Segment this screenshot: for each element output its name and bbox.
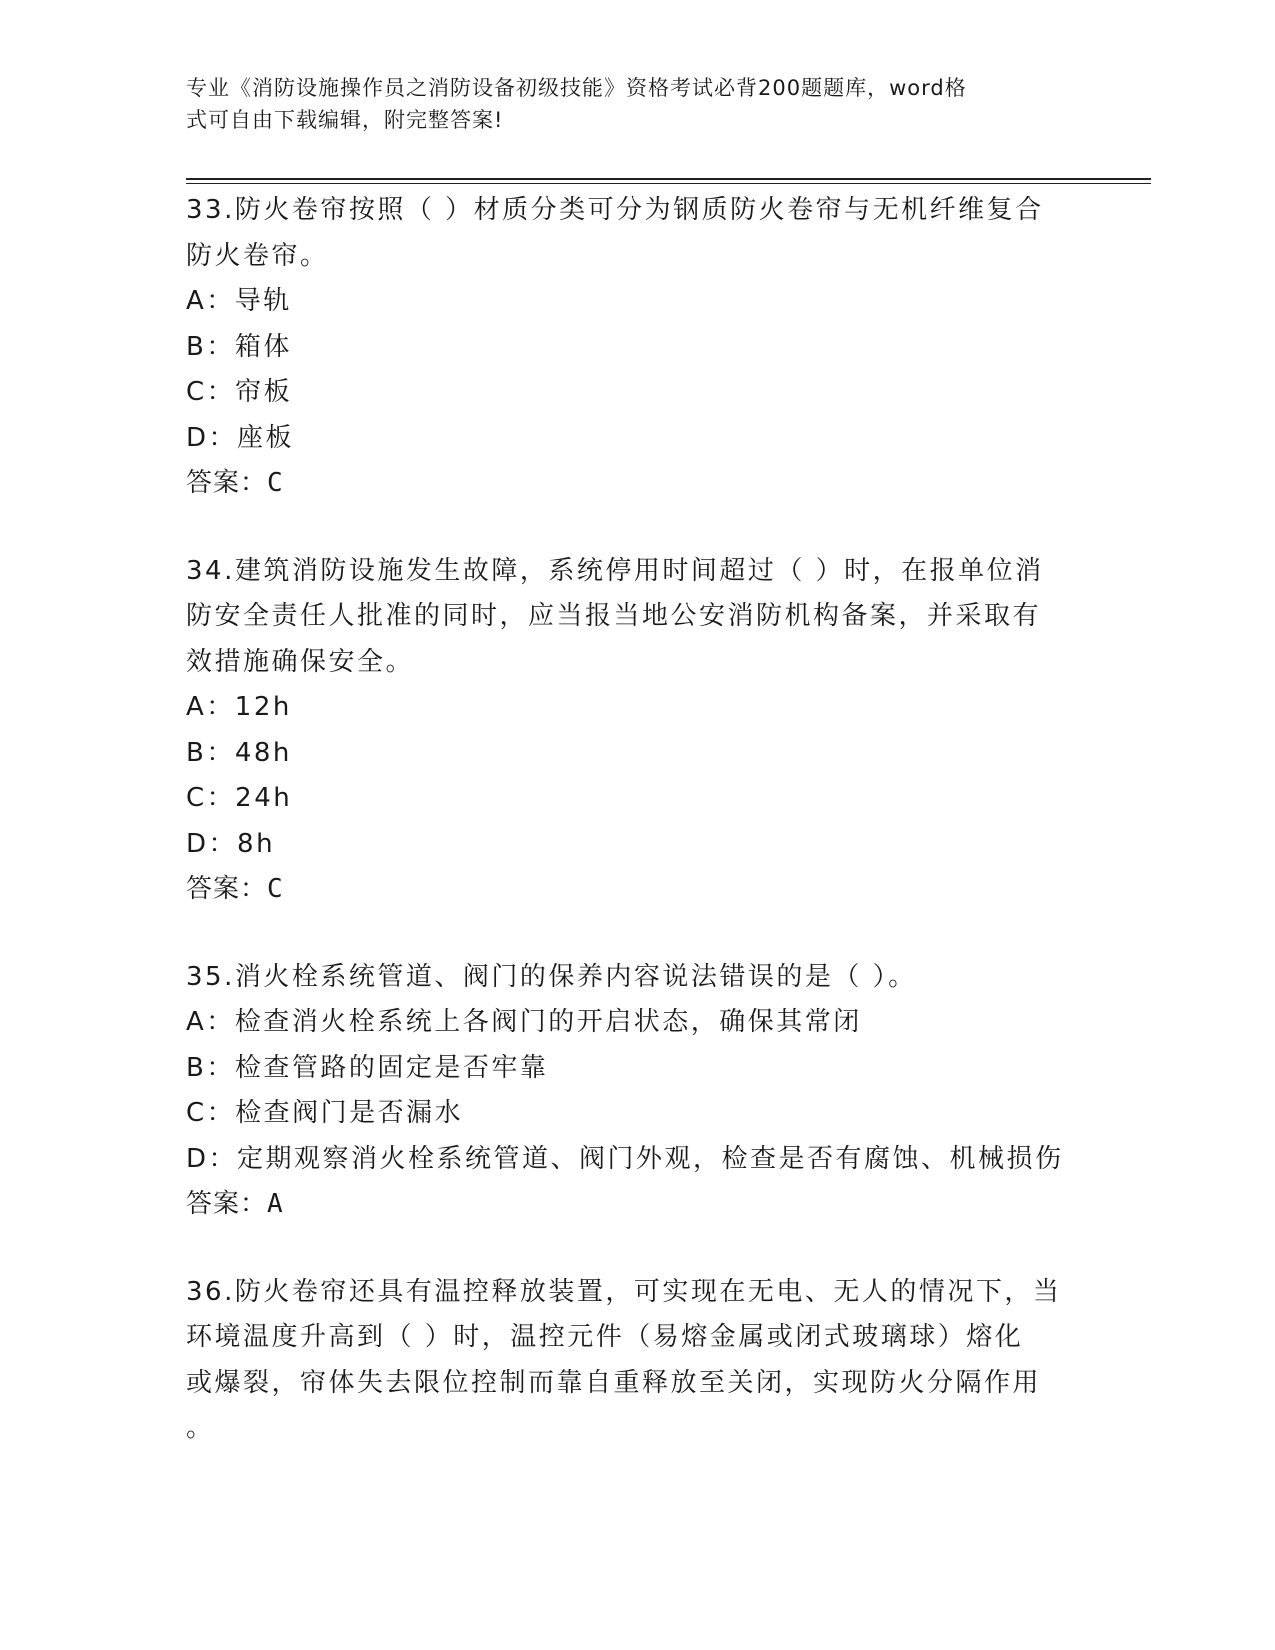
- question-stem: [186, 1270, 1086, 1452]
- question-36: [186, 1270, 1086, 1452]
- option-a: A：12h: [186, 692, 292, 722]
- option-b: B：检查管路的固定是否牢靠: [186, 1052, 549, 1083]
- question-33: [186, 188, 1086, 507]
- option-b: B：箱体: [186, 331, 292, 362]
- stem-line: 33.防火卷帘按照（ ）材质分类可分为钢质防火卷帘与无机纤维复合: [186, 195, 1044, 225]
- stem-line: 或爆裂，帘体失去限位控制而靠自重释放至关闭，实现防火分隔作用: [186, 1367, 1042, 1398]
- header-divider-thick: [186, 178, 1151, 180]
- stem-line: 36.防火卷帘还具有温控释放装置，可实现在无电、无人的情况下，当: [186, 1276, 1062, 1307]
- question-34: [186, 549, 1086, 913]
- header-line-2: 式可自由下载编辑，附完整答案!: [186, 108, 504, 132]
- header-line-1: 专业《消防设施操作员之消防设备初级技能》资格考试必背200题题库，word格: [186, 76, 967, 100]
- stem-line: 35.消火栓系统管道、阀门的保养内容说法错误的是（ ）。: [186, 961, 917, 992]
- header-divider-thin: [186, 183, 1151, 184]
- answer-line: 答案：C: [186, 468, 284, 498]
- document-header: [186, 72, 1066, 136]
- question-list: [186, 188, 1086, 1494]
- stem-line: 34.建筑消防设施发生故障，系统停用时间超过（ ）时，在报单位消: [186, 555, 1044, 586]
- question-stem: [186, 188, 1086, 279]
- question-stem: [186, 955, 1086, 1001]
- option-c: C：检查阀门是否漏水: [186, 1098, 464, 1128]
- option-d: D：8h: [186, 828, 276, 859]
- question-stem: [186, 549, 1086, 686]
- stem-line: 防安全责任人批准的同时，应当报当地公安消防机构备案，并采取有: [186, 601, 1042, 631]
- option-a: A：导轨: [186, 286, 292, 316]
- option-c: C：24h: [186, 783, 293, 813]
- option-b: B：48h: [186, 737, 292, 768]
- option-d: D：定期观察消火栓系统管道、阀门外观，检查是否有腐蚀、机械损伤: [186, 1143, 1064, 1174]
- stem-line: 环境温度升高到（ ）时，温控元件（易熔金属或闭式玻璃球）熔化: [186, 1322, 1024, 1352]
- option-a: A：检查消火栓系统上各阀门的开启状态，确保其常闭: [186, 1007, 862, 1037]
- answer-line: 答案：A: [186, 1189, 284, 1219]
- option-d: D：座板: [186, 422, 295, 453]
- stem-line: 防火卷帘。: [186, 240, 329, 271]
- option-c: C：帘板: [186, 377, 293, 407]
- answer-line: 答案：C: [186, 874, 284, 904]
- stem-line: 效措施确保安全。: [186, 646, 415, 677]
- question-35: [186, 955, 1086, 1228]
- stem-line: 。: [186, 1413, 215, 1443]
